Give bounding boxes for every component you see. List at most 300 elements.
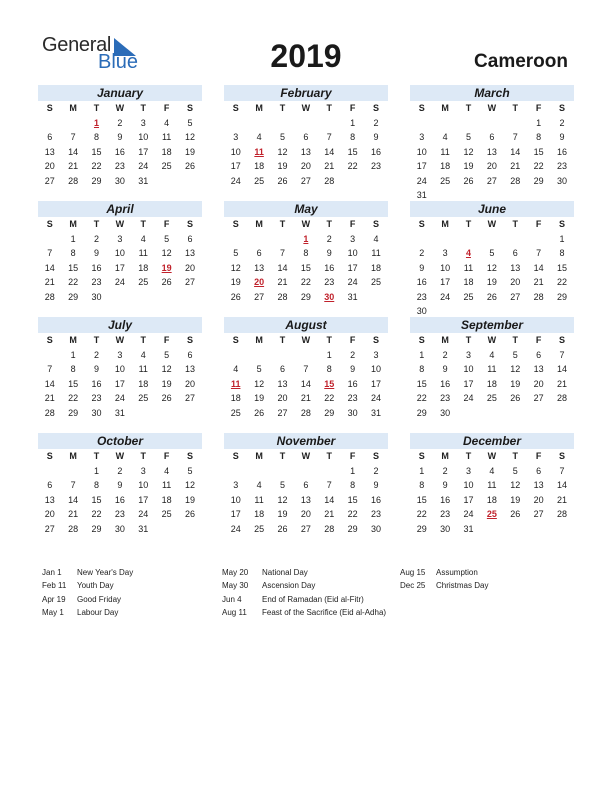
holiday-item <box>222 593 386 606</box>
day-cell: 22 <box>416 509 427 519</box>
week-row <box>38 159 202 174</box>
weekday-label: S <box>373 451 380 461</box>
day-cell: 17 <box>371 378 382 389</box>
day-cell: 23 <box>440 393 451 403</box>
holiday-column <box>400 566 488 593</box>
day-cell: 13 <box>486 146 497 157</box>
holiday-date: May 30 <box>222 581 249 591</box>
day-cell: 26 <box>486 291 497 302</box>
day-cell: 14 <box>557 364 568 374</box>
weekday-label: W <box>301 451 311 461</box>
month-august <box>224 317 388 420</box>
holiday-item <box>42 579 133 592</box>
week-row <box>38 406 202 421</box>
day-cell: 17 <box>347 262 358 273</box>
weekday-label: F <box>349 103 356 113</box>
day-cell: 16 <box>347 378 358 389</box>
day-cell: 29 <box>557 291 568 302</box>
week-row <box>38 522 202 537</box>
day-cell: 17 <box>463 494 474 505</box>
day-cell: 19 <box>463 161 474 171</box>
day-cell: 20 <box>185 378 196 389</box>
weekday-label: W <box>487 335 497 345</box>
day-cell: 18 <box>254 161 265 171</box>
day-cell <box>480 406 503 421</box>
day-cell: 1 <box>350 465 356 476</box>
weekday-label: T <box>326 451 332 461</box>
month-june <box>410 201 574 319</box>
weekday-label: S <box>418 103 425 113</box>
day-cell: 1 <box>350 117 356 128</box>
day-cell: 7 <box>326 480 332 490</box>
day-cell: 24 <box>138 161 149 171</box>
weekday-label: T <box>279 103 286 113</box>
weekday-header <box>410 449 574 464</box>
day-cell: 30 <box>91 407 102 418</box>
weekday-label: M <box>441 451 449 461</box>
weekday-label: F <box>535 451 542 461</box>
day-cell: 5 <box>465 132 471 142</box>
weekday-label: T <box>140 103 146 113</box>
day-cell: 10 <box>371 364 382 374</box>
month-title: December <box>410 433 574 449</box>
weekday-label: T <box>93 335 100 345</box>
week-row <box>410 145 574 160</box>
day-cell <box>178 406 201 421</box>
day-cell <box>364 174 387 189</box>
day-cell: 7 <box>70 132 76 142</box>
day-cell: 28 <box>44 291 55 302</box>
day-cell <box>38 116 61 131</box>
day-cell: 28 <box>557 509 568 519</box>
holiday-name: Ascension Day <box>262 581 316 591</box>
day-cell: 27 <box>533 393 544 403</box>
day-cell: 10 <box>230 146 241 157</box>
week-row <box>38 145 202 160</box>
day-cell: 3 <box>350 233 356 244</box>
day-cell: 27 <box>486 175 497 186</box>
week-row <box>38 507 202 522</box>
week-row <box>224 391 388 406</box>
holiday-name: Youth Day <box>77 581 114 591</box>
week-row <box>38 174 202 189</box>
month-title: April <box>38 201 202 217</box>
day-cell <box>38 348 61 363</box>
week-row <box>38 290 202 305</box>
day-cell: 13 <box>300 146 311 157</box>
week-row <box>410 130 574 145</box>
day-cell: 13 <box>185 248 196 258</box>
day-cell <box>410 232 433 247</box>
day-cell: 2 <box>93 233 99 244</box>
holiday-date: Jun 4 <box>222 594 242 604</box>
day-cell: 7 <box>559 465 565 476</box>
week-row <box>224 493 388 508</box>
day-cell: 23 <box>371 509 382 519</box>
day-cell: 19 <box>277 509 288 519</box>
day-cell: 7 <box>47 248 53 258</box>
week-row <box>410 348 574 363</box>
weekday-label: M <box>255 451 263 461</box>
day-cell: 12 <box>185 480 196 490</box>
day-cell: 10 <box>463 480 474 490</box>
day-cell: 12 <box>254 378 265 389</box>
day-cell: 28 <box>277 291 288 302</box>
day-cell: 17 <box>463 378 474 389</box>
day-cell <box>318 464 341 479</box>
day-cell: 12 <box>161 248 172 258</box>
weekday-label: T <box>93 451 100 461</box>
day-cell: 15 <box>416 378 427 389</box>
weekday-label: T <box>326 103 332 113</box>
day-cell: 16 <box>557 146 568 157</box>
weekday-label: F <box>163 103 170 113</box>
day-cell: 1 <box>70 349 76 360</box>
holiday-date: Aug 11 <box>222 607 247 617</box>
weekday-label: F <box>349 451 356 461</box>
day-cell: 2 <box>419 248 425 258</box>
holiday-item <box>222 579 386 592</box>
week-row <box>410 377 574 392</box>
day-cell: 20 <box>510 277 521 287</box>
day-cell <box>504 522 527 537</box>
day-cell: 2 <box>350 349 356 360</box>
holiday-date: Apr 19 <box>42 594 66 604</box>
day-cell: 30 <box>416 306 427 316</box>
weekday-label: F <box>349 219 356 229</box>
weekday-label: T <box>512 219 518 229</box>
day-cell: 8 <box>303 248 309 258</box>
day-cell: 5 <box>512 465 518 476</box>
day-cell <box>38 464 61 479</box>
day-cell: 22 <box>68 393 79 403</box>
day-cell: 9 <box>93 248 99 258</box>
day-cell: 4 <box>256 480 262 490</box>
day-cell: 7 <box>47 364 53 374</box>
day-cell: 21 <box>44 393 55 403</box>
day-cell: 5 <box>233 248 239 258</box>
day-cell: 10 <box>114 248 125 258</box>
holiday-name: Feast of the Sacrifice (Eid al-Adha) <box>262 607 387 617</box>
day-cell <box>155 290 178 305</box>
day-cell: 16 <box>114 494 125 505</box>
day-cell: 8 <box>93 480 99 490</box>
day-cell: 12 <box>230 262 241 273</box>
month-title: January <box>38 85 202 101</box>
day-cell: 21 <box>277 277 288 287</box>
day-cell: 22 <box>91 161 102 171</box>
week-row <box>38 362 202 377</box>
day-cell <box>504 232 527 247</box>
month-title: October <box>38 433 202 449</box>
day-cell: 15 <box>68 378 79 389</box>
weekday-label: S <box>559 451 566 461</box>
day-cell: 1 <box>326 349 332 360</box>
day-cell <box>480 232 503 247</box>
day-cell: 17 <box>138 494 149 505</box>
week-row <box>410 522 574 537</box>
day-cell: 14 <box>533 262 544 273</box>
day-cell: 7 <box>279 248 285 258</box>
day-cell: 14 <box>557 480 568 490</box>
week-row <box>38 391 202 406</box>
month-april <box>38 201 202 304</box>
week-row <box>224 275 388 290</box>
week-row <box>410 362 574 377</box>
holiday-date: Jan 1 <box>42 568 62 577</box>
day-cell: 3 <box>373 349 379 360</box>
day-cell: 6 <box>187 233 193 244</box>
weekday-label: S <box>559 335 566 345</box>
day-cell: 14 <box>324 146 335 157</box>
day-cell: 4 <box>373 233 379 244</box>
day-cell: 22 <box>347 509 358 519</box>
week-row <box>224 174 388 189</box>
day-cell <box>294 348 317 363</box>
weekday-label: T <box>279 451 286 461</box>
weekday-label: S <box>187 103 194 113</box>
day-cell: 21 <box>557 494 568 505</box>
weekday-header <box>38 333 202 348</box>
day-cell: 13 <box>510 262 521 273</box>
day-cell: 27 <box>300 175 311 186</box>
day-cell: 5 <box>164 233 170 244</box>
weekday-label: F <box>535 335 542 345</box>
day-cell <box>155 406 178 421</box>
day-cell: 19 <box>254 393 265 403</box>
day-cell: 16 <box>91 262 102 273</box>
day-cell: 28 <box>533 291 544 302</box>
holiday-item <box>42 593 133 606</box>
day-cell: 13 <box>300 494 311 505</box>
day-cell: 15 <box>91 494 102 505</box>
day-cell: 6 <box>512 248 518 258</box>
day-cell: 11 <box>161 480 172 490</box>
weekday-label: W <box>301 103 311 113</box>
day-cell: 20 <box>486 161 497 171</box>
day-cell: 6 <box>187 349 193 360</box>
day-cell: 8 <box>350 132 356 142</box>
day-cell: 25 <box>440 175 451 186</box>
day-cell: 3 <box>140 117 146 128</box>
day-cell <box>457 406 480 421</box>
holiday-date: May 20 <box>222 568 249 577</box>
holiday-name: Christmas Day <box>436 581 489 591</box>
day-cell <box>341 174 364 189</box>
day-cell: 21 <box>300 393 311 403</box>
day-cell <box>61 464 84 479</box>
weekday-label: S <box>232 103 239 113</box>
day-cell: 24 <box>230 523 241 534</box>
weekday-label: S <box>46 219 53 229</box>
day-cell <box>247 232 270 247</box>
weekday-header <box>224 217 388 232</box>
weekday-label: W <box>115 103 125 113</box>
day-cell: 5 <box>187 117 193 128</box>
day-cell <box>318 116 341 131</box>
day-cell: 6 <box>303 132 309 142</box>
weekday-label: S <box>232 335 239 345</box>
day-cell: 24 <box>440 291 451 302</box>
weekday-label: S <box>232 451 239 461</box>
logo-blue-text: Blue <box>98 51 139 73</box>
day-cell <box>294 464 317 479</box>
day-cell: 28 <box>44 407 55 418</box>
day-cell: 7 <box>303 364 309 374</box>
day-cell <box>433 232 456 247</box>
day-cell: 16 <box>440 378 451 389</box>
day-cell: 30 <box>440 407 451 418</box>
day-cell: 29 <box>91 175 102 186</box>
day-cell: 20 <box>533 378 544 389</box>
day-cell: 22 <box>300 277 311 287</box>
day-cell <box>247 464 270 479</box>
day-cell: 25 <box>254 523 265 534</box>
day-cell: 15 <box>300 262 311 273</box>
week-row <box>38 493 202 508</box>
weekday-label: T <box>326 219 332 229</box>
logo-general-text: General <box>42 34 112 56</box>
month-february <box>224 85 388 188</box>
weekday-label: T <box>465 451 472 461</box>
month-october <box>38 433 202 536</box>
day-cell: 28 <box>557 393 568 403</box>
day-cell: 13 <box>44 494 55 505</box>
day-cell: 10 <box>138 480 149 490</box>
week-row <box>224 159 388 174</box>
day-cell <box>410 116 433 131</box>
day-cell: 27 <box>44 523 55 534</box>
day-cell: 6 <box>256 248 262 258</box>
week-row <box>224 116 388 131</box>
day-cell: 16 <box>371 494 382 505</box>
day-cell: 23 <box>114 509 125 519</box>
day-cell <box>433 116 456 131</box>
day-cell: 2 <box>442 465 448 476</box>
weekday-label: S <box>559 219 566 229</box>
day-cell: 18 <box>161 494 172 505</box>
day-cell: 5 <box>279 480 285 490</box>
day-cell: 25 <box>371 277 382 287</box>
day-cell: 6 <box>303 480 309 490</box>
holiday-column <box>42 566 133 619</box>
weekday-label: W <box>487 219 497 229</box>
weekday-label: M <box>255 335 263 345</box>
holiday-name: Good Friday <box>77 594 122 604</box>
day-cell: 12 <box>185 132 196 142</box>
month-title: September <box>410 317 574 333</box>
day-cell: 19 <box>185 146 196 157</box>
day-cell: 31 <box>347 291 358 302</box>
holiday-date: Dec 25 <box>400 581 426 591</box>
day-cell: 27 <box>277 407 288 418</box>
weekday-header <box>410 217 574 232</box>
weekday-label: T <box>465 219 472 229</box>
day-cell: 15 <box>557 262 568 273</box>
week-row <box>38 478 202 493</box>
weekday-label: T <box>465 335 472 345</box>
holiday-name: Assumption <box>436 568 478 577</box>
day-cell: 12 <box>463 146 474 157</box>
day-cell: 13 <box>533 480 544 490</box>
week-row <box>410 116 574 131</box>
day-cell: 15 <box>68 262 79 273</box>
day-cell <box>155 522 178 537</box>
week-row <box>410 246 574 261</box>
day-cell: 11 <box>138 364 148 374</box>
weekday-label: M <box>69 219 77 229</box>
weekday-label: F <box>163 335 170 345</box>
day-cell: 23 <box>371 161 382 171</box>
day-cell: 22 <box>91 509 102 519</box>
day-cell: 15 <box>347 146 358 157</box>
weekday-label: W <box>487 451 497 461</box>
week-row <box>224 377 388 392</box>
day-cell: 29 <box>347 523 358 534</box>
day-cell: 8 <box>419 480 425 490</box>
week-row <box>410 464 574 479</box>
day-cell: 16 <box>371 146 382 157</box>
day-cell: 19 <box>510 378 521 389</box>
weekday-label: S <box>46 335 53 345</box>
weekday-header <box>38 217 202 232</box>
weekday-label: F <box>535 103 542 113</box>
weekday-label: M <box>441 219 449 229</box>
holiday-item <box>42 566 133 579</box>
day-cell: 9 <box>326 248 332 258</box>
day-cell: 26 <box>161 393 172 403</box>
day-cell: 8 <box>559 248 565 258</box>
day-cell: 9 <box>350 364 356 374</box>
week-row <box>410 159 574 174</box>
day-cell: 30 <box>114 523 125 534</box>
day-cell: 11 <box>487 480 497 490</box>
day-cell: 13 <box>277 378 288 389</box>
weekday-header <box>410 101 574 116</box>
day-cell: 29 <box>68 291 79 302</box>
day-cell <box>271 116 294 131</box>
day-cell: 7 <box>70 480 76 490</box>
week-row <box>410 261 574 276</box>
day-cell <box>550 406 573 421</box>
day-cell: 24 <box>371 393 382 403</box>
day-cell: 25 <box>161 509 172 519</box>
weekday-label: T <box>93 103 100 113</box>
holiday-item <box>42 606 133 619</box>
week-row <box>224 362 388 377</box>
day-cell: 15 <box>347 494 358 505</box>
day-cell: 31 <box>371 407 382 418</box>
day-cell: 27 <box>44 175 55 186</box>
day-cell: 25 <box>463 291 474 302</box>
weekday-label: T <box>279 219 286 229</box>
day-cell: 12 <box>486 262 497 273</box>
week-row <box>38 377 202 392</box>
day-cell: 6 <box>536 465 542 476</box>
day-cell: 28 <box>324 523 335 534</box>
weekday-label: T <box>93 219 100 229</box>
day-cell: 25 <box>138 393 149 403</box>
day-cell: 3 <box>465 349 471 360</box>
week-row <box>224 478 388 493</box>
weekday-label: S <box>373 103 380 113</box>
weekday-label: W <box>487 103 497 113</box>
day-cell: 2 <box>326 233 332 244</box>
weekday-label: W <box>301 219 311 229</box>
holiday-item <box>400 579 488 592</box>
page-title-year: 2019 <box>270 38 342 74</box>
day-cell <box>108 290 131 305</box>
